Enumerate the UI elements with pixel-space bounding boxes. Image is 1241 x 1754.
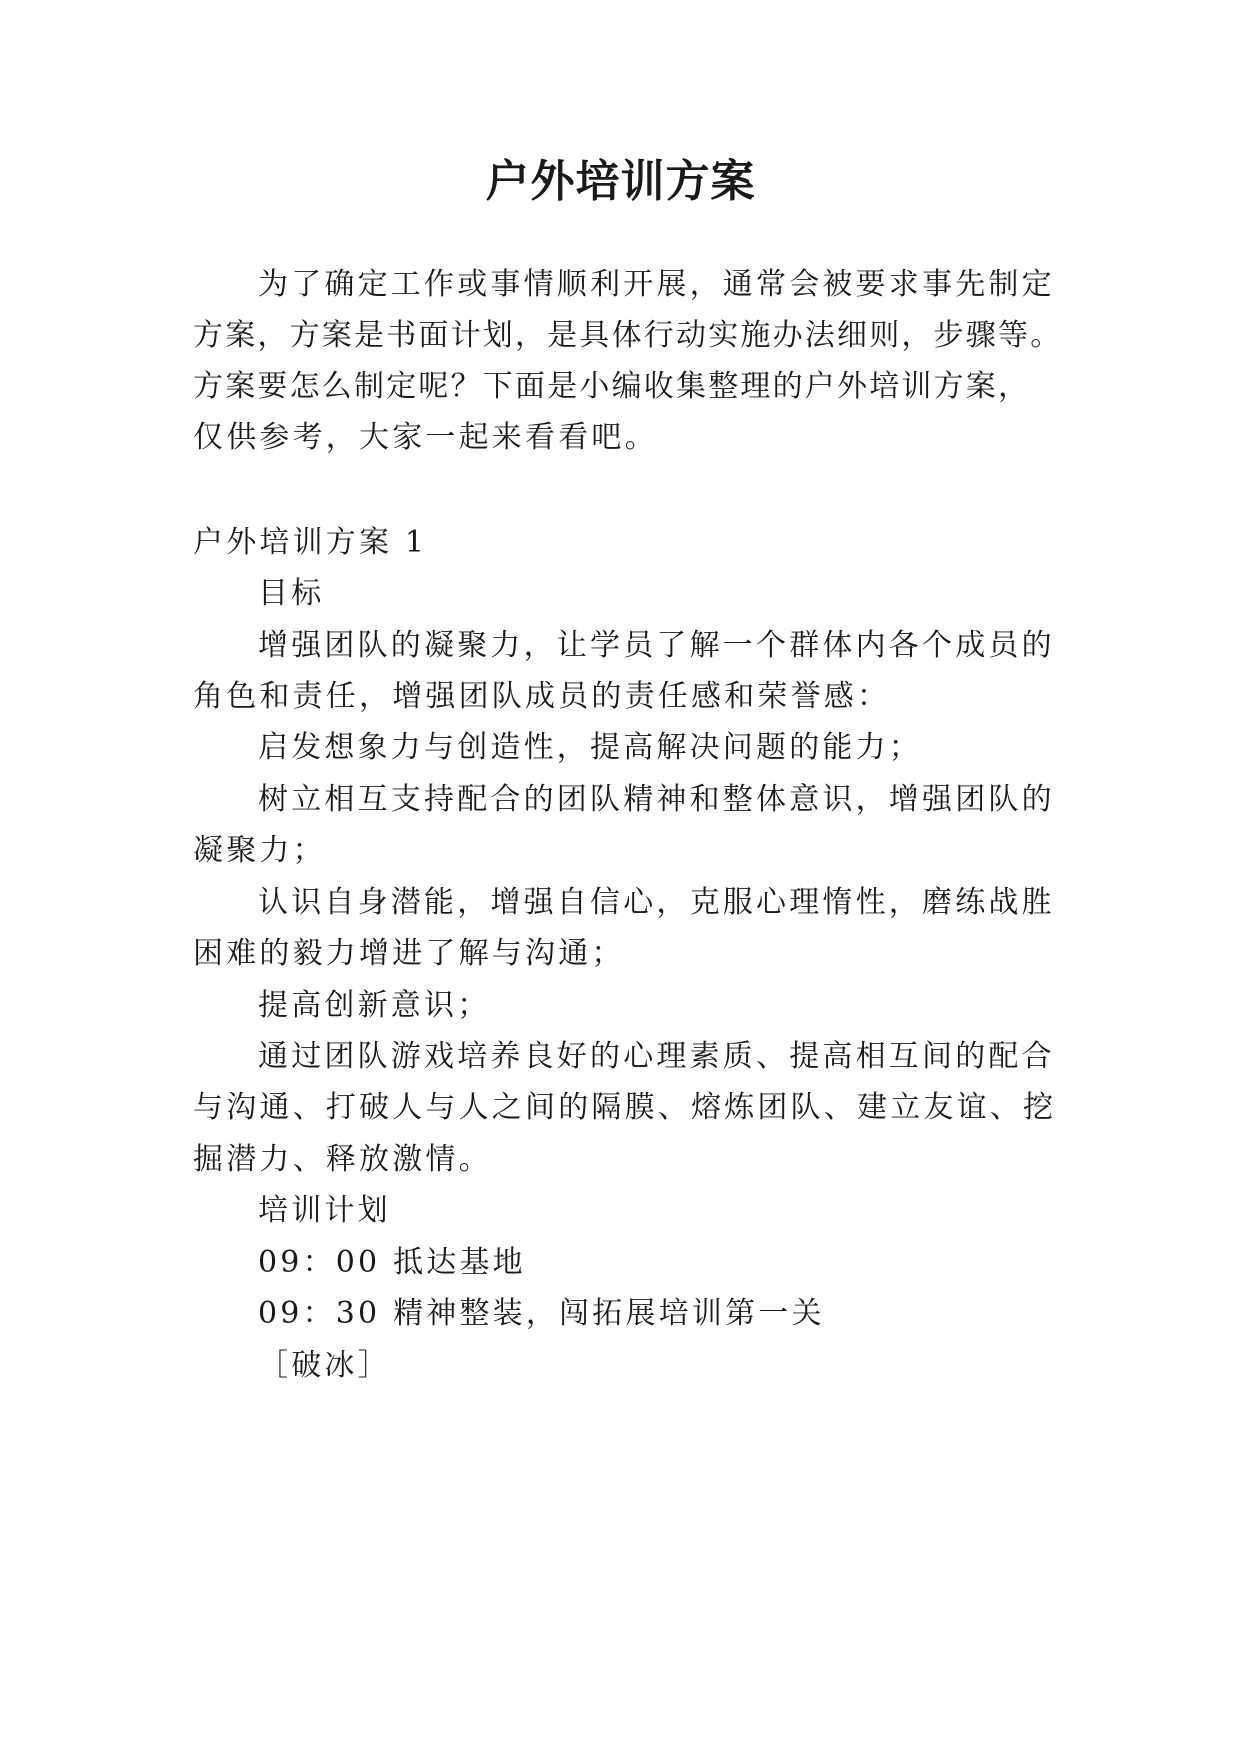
schedule-item-1: 09：00 抵达基地 (258, 1245, 526, 1280)
document-title: 户外培训方案 (485, 156, 756, 207)
goal-6-line-2: 与沟通、打破人与人之间的隔膜、熔炼团队、建立友谊、挖 (193, 1090, 1057, 1125)
intro-line-4: 仅供参考，大家一起来看看吧。 (193, 420, 658, 455)
goal-5: 提高创新意识； (258, 988, 491, 1023)
intro-line-3: 方案要怎么制定呢？下面是小编收集整理的户外培训方案， (193, 369, 1031, 404)
goal-1-line-1: 增强团队的凝聚力，让学员了解一个群体内各个成员的 (258, 628, 1055, 663)
schedule-item-2: 09：30 精神整装，闯拓展培训第一关 (258, 1296, 825, 1331)
subheading-goals: 目标 (258, 576, 325, 611)
section-heading: 户外培训方案 1 (193, 525, 428, 560)
goal-4-line-2: 困难的毅力增进了解与沟通； (193, 936, 625, 971)
schedule-item-3: ［破冰］ (258, 1348, 391, 1383)
goal-2: 启发想象力与创造性，提高解决问题的能力； (258, 730, 922, 765)
goal-3-line-2: 凝聚力； (193, 833, 326, 868)
intro-line-2: 方案，方案是书面计划，是具体行动实施办法细则，步骤等。 (193, 318, 1063, 353)
goal-4-line-1: 认识自身潜能，增强自信心，克服心理惰性，磨练战胜 (258, 885, 1055, 920)
intro-line-1: 为了确定工作或事情顺利开展，通常会被要求事先制定 (258, 267, 1055, 302)
goal-3-line-1: 树立相互支持配合的团队精神和整体意识，增强团队的 (258, 782, 1055, 817)
goal-1-line-2: 角色和责任，增强团队成员的责任感和荣誉感： (193, 679, 891, 714)
subheading-training-plan: 培训计划 (258, 1193, 391, 1228)
goal-6-line-1: 通过团队游戏培养良好的心理素质、提高相互间的配合 (258, 1039, 1055, 1074)
goal-6-line-3: 掘潜力、释放激情。 (193, 1142, 492, 1177)
